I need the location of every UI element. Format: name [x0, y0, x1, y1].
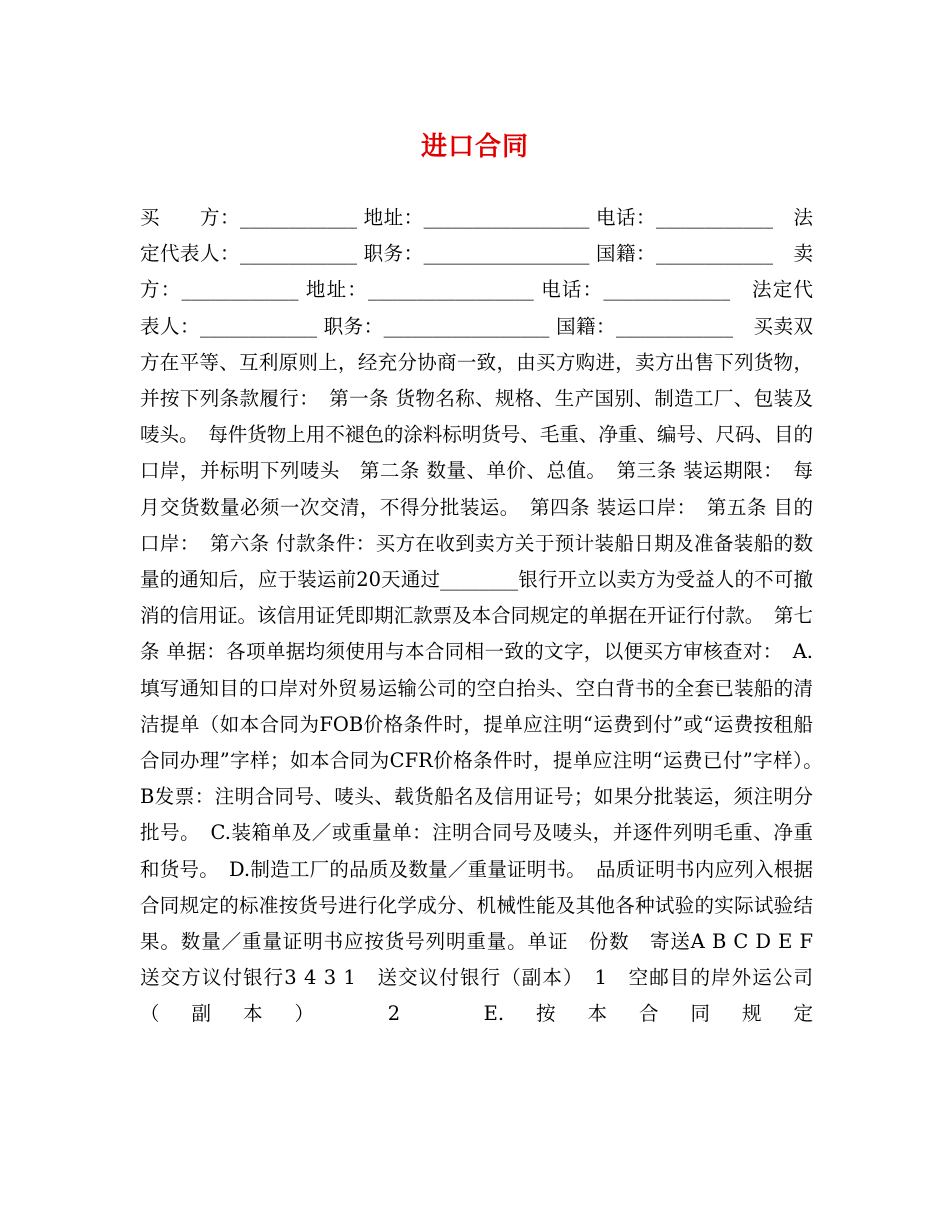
document-title: 进口合同 — [420, 132, 529, 162]
contract-body-text: 买 方：____________ 地址：_________________ 电话：____________ 法定代表人：____________ 职务：_________________ 国籍：____________ 卖 方：____________ 地址：_________________ 电话：_____________ 法定代表人：____________ 职务：_________________ 国籍：____________ 买卖双方在平等、互利原则上，经充分协商一致，由买方购进，卖方出售下列货物，并按下列条款履行： 第一条 货物名称、规格、生产国别、制造工厂、包装及唛头。 每件货物上用不褪色的涂料标明货号、毛重、净重、编号、尺码、目的口岸，并标明下列唛头 第二条 数量、单价、总值。 第三条 装运期限： 每月交货数量必须一次交清，不得分批装运。 第四条 装运口岸： 第五条 目的口岸： 第六条 付款条件：买方在收到卖方关于预计装船日期及准备装船的数量的通知后，应于装运前20天通过________银行开立以卖方为受益人的不可撤消的信用证。该信用证凭即期汇款票及本合同规定的单据在开证行付款。 第七条 单据：各项单据均须使用与本合同相一致的文字，以便买方审核查对： A.填写通知目的口岸对外贸易运输公司的空白抬头、空白背书的全套已装船的清洁提单（如本合同为FOB价格条件时，提单应注明“运费到付”或“运费按租船合同办理”字样；如本合同为CFR价格条件时，提单应注明“运费已付”字样）。 B发票：注明合同号、唛头、载货船名及信用证号；如果分批装运，须注明分批号。 C.装箱单及／或重量单：注明合同号及唛头，并逐件列明毛重、净重和货号。 D.制造工厂的品质及数量／重量证明书。 品质证明书内应列入根据合同规定的标准按货号进行化学成分、机械性能及其他各种试验的实际试验结果。数量／重量证明书应按货号列明重量。单证 份数 寄送A B C D E F 送交方议付银行3 4 3 1 送交议付银行（副本） 1 空邮目的岸外运公司（副本） 2 E.按本合同规定 — [140, 206, 853, 1026]
